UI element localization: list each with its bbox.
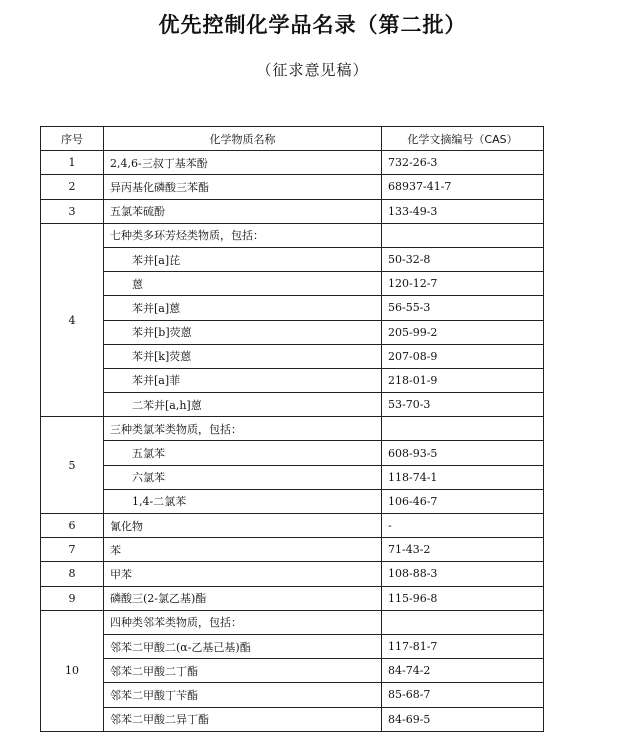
header-cas: 化学文摘编号（CAS） [382, 127, 544, 151]
row-cas: 133-49-3 [382, 199, 544, 223]
table-row [41, 441, 544, 465]
row-cas: 218-01-9 [382, 368, 544, 392]
row-cas: 608-93-5 [382, 441, 544, 465]
document-subtitle: （征求意见稿） [256, 61, 369, 79]
row-name: 蒽 [104, 272, 382, 296]
row-name: 三种类氯苯类物质，包括： [104, 417, 382, 441]
table-row [41, 393, 544, 417]
row-cas: 117-81-7 [382, 634, 544, 658]
table-row [41, 175, 544, 199]
row-no: 10 [41, 610, 104, 731]
table-row [41, 223, 544, 247]
row-cas: 115-96-8 [382, 586, 544, 610]
row-cas: 205-99-2 [382, 320, 544, 344]
row-name: 五氯苯 [104, 441, 382, 465]
table-row [41, 489, 544, 513]
row-cas: 53-70-3 [382, 393, 544, 417]
row-name: 1,4-二氯苯 [104, 489, 382, 513]
table-row [41, 538, 544, 562]
table-row [41, 707, 544, 731]
row-name: 邻苯二甲酸二丁酯 [104, 659, 382, 683]
table-row [41, 610, 544, 634]
row-name: 异丙基化磷酸三苯酯 [104, 175, 382, 199]
table-row [41, 247, 544, 271]
row-no: 5 [41, 417, 104, 514]
row-name: 苯并[a]菲 [104, 368, 382, 392]
row-cas: 71-43-2 [382, 538, 544, 562]
table-row [41, 417, 544, 441]
row-cas: 108-88-3 [382, 562, 544, 586]
row-name: 氰化物 [104, 514, 382, 538]
table-row [41, 659, 544, 683]
header-name: 化学物质名称 [104, 127, 382, 151]
row-no: 8 [41, 562, 104, 586]
row-cas: 84-69-5 [382, 707, 544, 731]
document-title: 优先控制化学品名录（第二批） [158, 13, 467, 37]
table-row [41, 562, 544, 586]
table-row [41, 272, 544, 296]
row-cas: 85-68-7 [382, 683, 544, 707]
row-no: 3 [41, 199, 104, 223]
row-no: 6 [41, 514, 104, 538]
row-cas [382, 223, 544, 247]
row-name: 四种类邻苯类物质，包括： [104, 610, 382, 634]
row-no: 7 [41, 538, 104, 562]
row-name: 2,4,6-三叔丁基苯酚 [104, 151, 382, 175]
row-cas: 50-32-8 [382, 247, 544, 271]
row-name: 五氯苯硫酚 [104, 199, 382, 223]
row-cas: 56-55-3 [382, 296, 544, 320]
row-no: 2 [41, 175, 104, 199]
row-cas: 84-74-2 [382, 659, 544, 683]
table-row [41, 683, 544, 707]
chemical-list-table [40, 126, 544, 732]
table-row [41, 199, 544, 223]
table-header-row [41, 127, 544, 151]
row-cas: 207-08-9 [382, 344, 544, 368]
row-cas: - [382, 514, 544, 538]
row-name: 邻苯二甲酸二(α-乙基己基)酯 [104, 634, 382, 658]
row-name: 苯并[a]蒽 [104, 296, 382, 320]
row-name: 甲苯 [104, 562, 382, 586]
row-name: 苯并[k]荧蒽 [104, 344, 382, 368]
row-cas: 68937-41-7 [382, 175, 544, 199]
row-name: 邻苯二甲酸丁苄酯 [104, 683, 382, 707]
row-name: 二苯并[a,h]蒽 [104, 393, 382, 417]
row-no: 9 [41, 586, 104, 610]
row-cas [382, 610, 544, 634]
table-row [41, 151, 544, 175]
row-cas: 118-74-1 [382, 465, 544, 489]
table-row [41, 465, 544, 489]
row-name: 苯并[a]芘 [104, 247, 382, 271]
table-row [41, 320, 544, 344]
row-name: 苯并[b]荧蒽 [104, 320, 382, 344]
row-no: 4 [41, 223, 104, 417]
row-cas [382, 417, 544, 441]
table-row [41, 368, 544, 392]
table-row [41, 514, 544, 538]
header-no: 序号 [41, 127, 104, 151]
row-name: 七种类多环芳烃类物质，包括： [104, 223, 382, 247]
table-row [41, 344, 544, 368]
row-name: 磷酸三(2-氯乙基)酯 [104, 586, 382, 610]
table-row [41, 634, 544, 658]
row-name: 六氯苯 [104, 465, 382, 489]
table-row [41, 296, 544, 320]
row-cas: 106-46-7 [382, 489, 544, 513]
row-name: 苯 [104, 538, 382, 562]
row-no: 1 [41, 151, 104, 175]
table-row [41, 586, 544, 610]
row-name: 邻苯二甲酸二异丁酯 [104, 707, 382, 731]
row-cas: 732-26-3 [382, 151, 544, 175]
row-cas: 120-12-7 [382, 272, 544, 296]
